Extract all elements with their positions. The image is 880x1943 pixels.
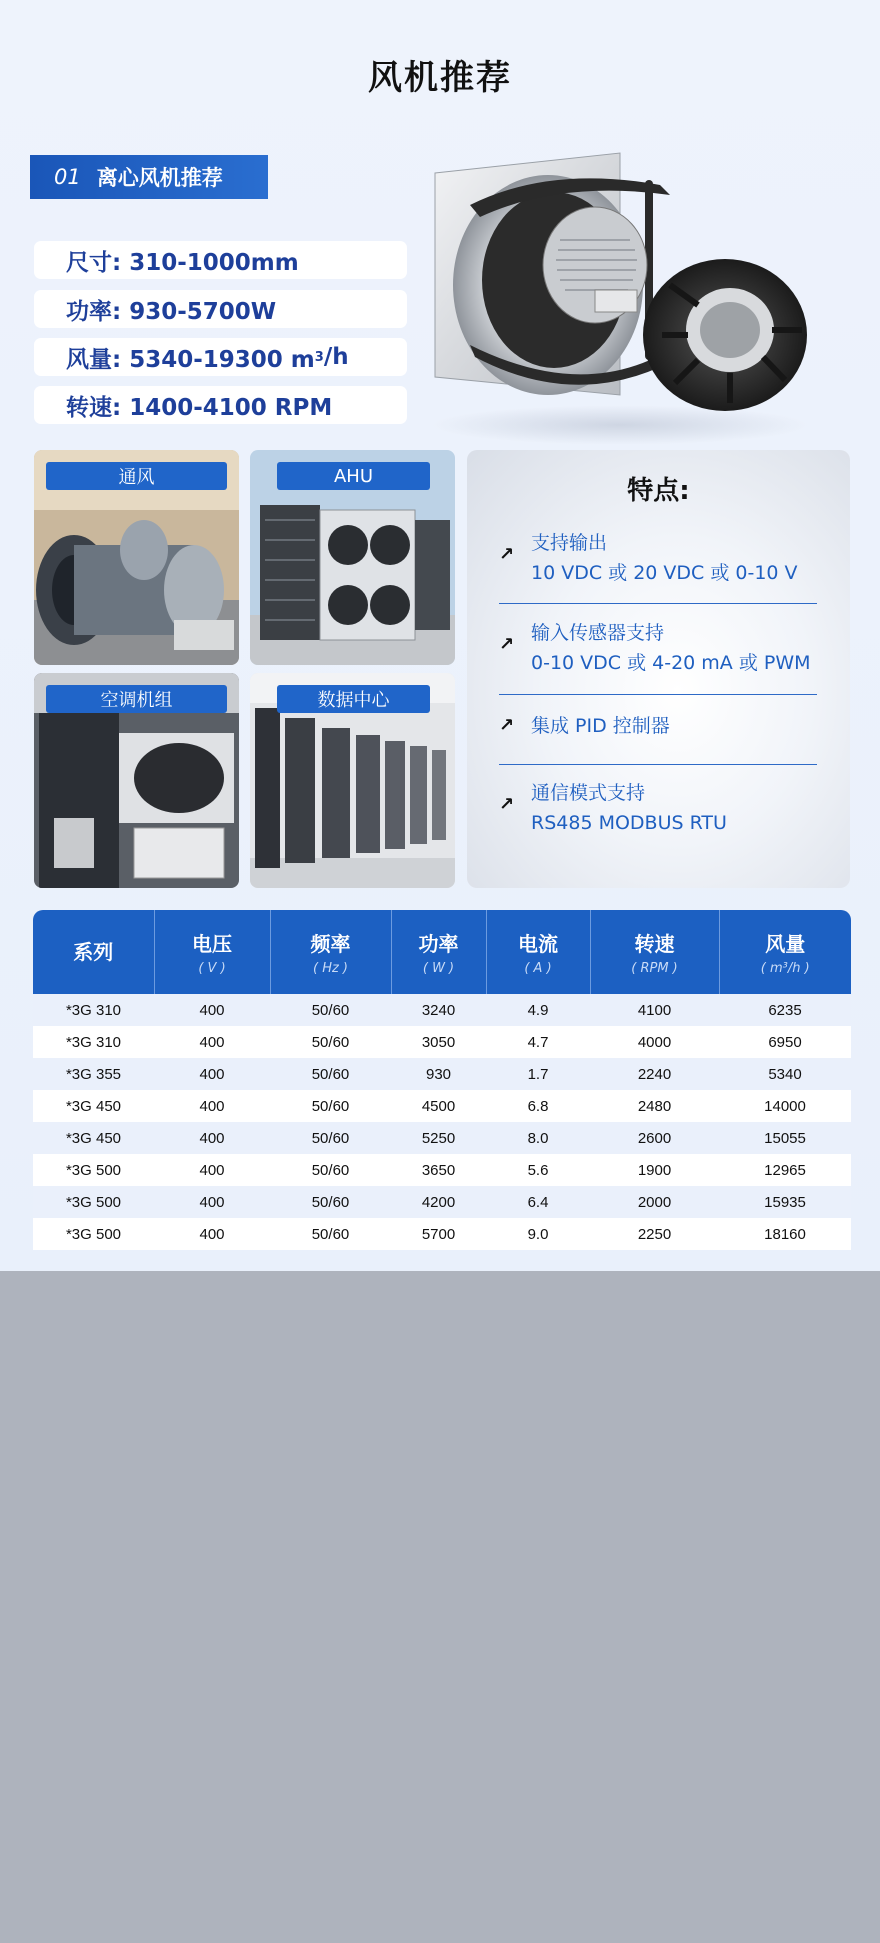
section-number: 01 — [54, 165, 81, 189]
table-cell: 400 — [154, 1058, 270, 1090]
table-cell: 50/60 — [270, 1090, 391, 1122]
feature-line1: 输入传感器支持 — [531, 622, 665, 644]
table-cell: 6.4 — [486, 1186, 590, 1218]
feature-item — [499, 778, 817, 838]
table-cell: *3G 500 — [33, 1154, 154, 1186]
spec-table — [33, 910, 851, 1250]
feature-item — [499, 711, 817, 741]
feature-divider — [499, 603, 817, 604]
table-row — [33, 1058, 851, 1090]
table-cell: 400 — [154, 994, 270, 1026]
table-cell: 50/60 — [270, 1186, 391, 1218]
table-cell: 4100 — [590, 994, 719, 1026]
table-cell: 4.7 — [486, 1026, 590, 1058]
table-cell: 4500 — [391, 1090, 486, 1122]
table-cell: 8.0 — [486, 1122, 590, 1154]
table-cell: *3G 310 — [33, 1026, 154, 1058]
table-cell: 15055 — [719, 1122, 851, 1154]
app-card-ventilation — [34, 450, 239, 665]
table-cell: 400 — [154, 1026, 270, 1058]
table-cell: 400 — [154, 1122, 270, 1154]
table-cell: 2250 — [590, 1218, 719, 1250]
table-cell: 400 — [154, 1090, 270, 1122]
app-label-ventilation: 通风 — [46, 462, 227, 490]
table-cell: 4000 — [590, 1026, 719, 1058]
col-header-airflow: 风量 ( m³/h ) — [719, 910, 851, 994]
table-cell: *3G 355 — [33, 1058, 154, 1090]
table-row — [33, 1122, 851, 1154]
table-cell: *3G 500 — [33, 1186, 154, 1218]
table-header-row — [33, 910, 851, 994]
col-header-current: 电流 ( A ) — [486, 910, 590, 994]
table-cell: 50/60 — [270, 1154, 391, 1186]
table-cell: 5700 — [391, 1218, 486, 1250]
col-header-frequency: 频率 ( Hz ) — [270, 910, 391, 994]
table-cell: 18160 — [719, 1218, 851, 1250]
spec-airflow-main: 风量: 5340-19300 m — [66, 346, 315, 373]
table-cell: 6235 — [719, 994, 851, 1026]
table-cell: 6.8 — [486, 1090, 590, 1122]
feature-item — [499, 528, 817, 588]
table-row — [33, 1090, 851, 1122]
table-cell: 3650 — [391, 1154, 486, 1186]
spec-size: 尺寸: 310-1000mm — [34, 241, 407, 279]
table-cell: 930 — [391, 1058, 486, 1090]
table-cell: 2000 — [590, 1186, 719, 1218]
app-label-ahu: AHU — [277, 462, 430, 490]
table-cell: 14000 — [719, 1090, 851, 1122]
spec-airflow-sup: 3 — [314, 349, 324, 365]
spec-power: 功率: 930-5700W — [34, 290, 407, 328]
table-cell: 1.7 — [486, 1058, 590, 1090]
spec-airflow — [34, 338, 407, 376]
table-row — [33, 1154, 851, 1186]
table-cell: 50/60 — [270, 1218, 391, 1250]
table-cell: 1900 — [590, 1154, 719, 1186]
feature-line2: 0-10 VDC 或 4-20 mA 或 PWM — [531, 652, 811, 674]
table-cell: 4200 — [391, 1186, 486, 1218]
page-title: 风机推荐 — [368, 58, 512, 98]
table-cell: 50/60 — [270, 1058, 391, 1090]
table-cell: 6950 — [719, 1026, 851, 1058]
table-row — [33, 1186, 851, 1218]
feature-divider — [499, 694, 817, 695]
feature-line1: 集成 PID 控制器 — [531, 715, 670, 737]
table-cell: 50/60 — [270, 994, 391, 1026]
table-cell: 2480 — [590, 1090, 719, 1122]
table-cell: 3050 — [391, 1026, 486, 1058]
feature-line2: RS485 MODBUS RTU — [531, 812, 727, 834]
table-cell: 400 — [154, 1218, 270, 1250]
feature-item — [499, 618, 817, 678]
table-row — [33, 1026, 851, 1058]
features-panel — [467, 450, 850, 888]
spec-airflow-tail: /h — [323, 344, 349, 370]
app-card-air-handling — [34, 673, 239, 888]
table-cell: 400 — [154, 1154, 270, 1186]
col-header-series: 系列 — [33, 910, 154, 994]
feature-line1: 支持输出 — [531, 532, 608, 554]
table-cell: 2240 — [590, 1058, 719, 1090]
table-cell: 50/60 — [270, 1026, 391, 1058]
table-cell: 5340 — [719, 1058, 851, 1090]
app-label-air-handling: 空调机组 — [46, 685, 227, 713]
table-cell: *3G 310 — [33, 994, 154, 1026]
col-header-power: 功率 ( W ) — [391, 910, 486, 994]
table-cell: 12965 — [719, 1154, 851, 1186]
table-cell: 9.0 — [486, 1218, 590, 1250]
table-cell: 5250 — [391, 1122, 486, 1154]
section-label: 离心风机推荐 — [96, 166, 223, 190]
col-header-speed: 转速 ( RPM ) — [590, 910, 719, 994]
spec-speed: 转速: 1400-4100 RPM — [34, 386, 407, 424]
table-cell: 4.9 — [486, 994, 590, 1026]
app-card-datacenter — [250, 673, 455, 888]
app-label-datacenter: 数据中心 — [277, 685, 430, 713]
table-cell: 5.6 — [486, 1154, 590, 1186]
arrow-up-right-icon: ↗ — [499, 794, 515, 815]
table-cell: 400 — [154, 1186, 270, 1218]
table-cell: *3G 500 — [33, 1218, 154, 1250]
app-card-ahu — [250, 450, 455, 665]
table-row — [33, 1218, 851, 1250]
table-cell: 2600 — [590, 1122, 719, 1154]
section-tag — [30, 155, 268, 199]
col-header-voltage: 电压 ( V ) — [154, 910, 270, 994]
arrow-up-right-icon: ↗ — [499, 544, 515, 565]
table-cell: *3G 450 — [33, 1122, 154, 1154]
feature-divider — [499, 764, 817, 765]
centrifugal-fan-image — [430, 145, 810, 435]
table-cell: *3G 450 — [33, 1090, 154, 1122]
feature-line1: 通信模式支持 — [531, 782, 646, 804]
arrow-up-right-icon: ↗ — [499, 634, 515, 655]
table-cell: 3240 — [391, 994, 486, 1026]
feature-line2: 10 VDC 或 20 VDC 或 0-10 V — [531, 562, 798, 584]
arrow-up-right-icon: ↗ — [499, 715, 515, 736]
table-cell: 15935 — [719, 1186, 851, 1218]
table-row — [33, 994, 851, 1026]
table-cell: 50/60 — [270, 1122, 391, 1154]
features-title: 特点: — [627, 476, 690, 506]
